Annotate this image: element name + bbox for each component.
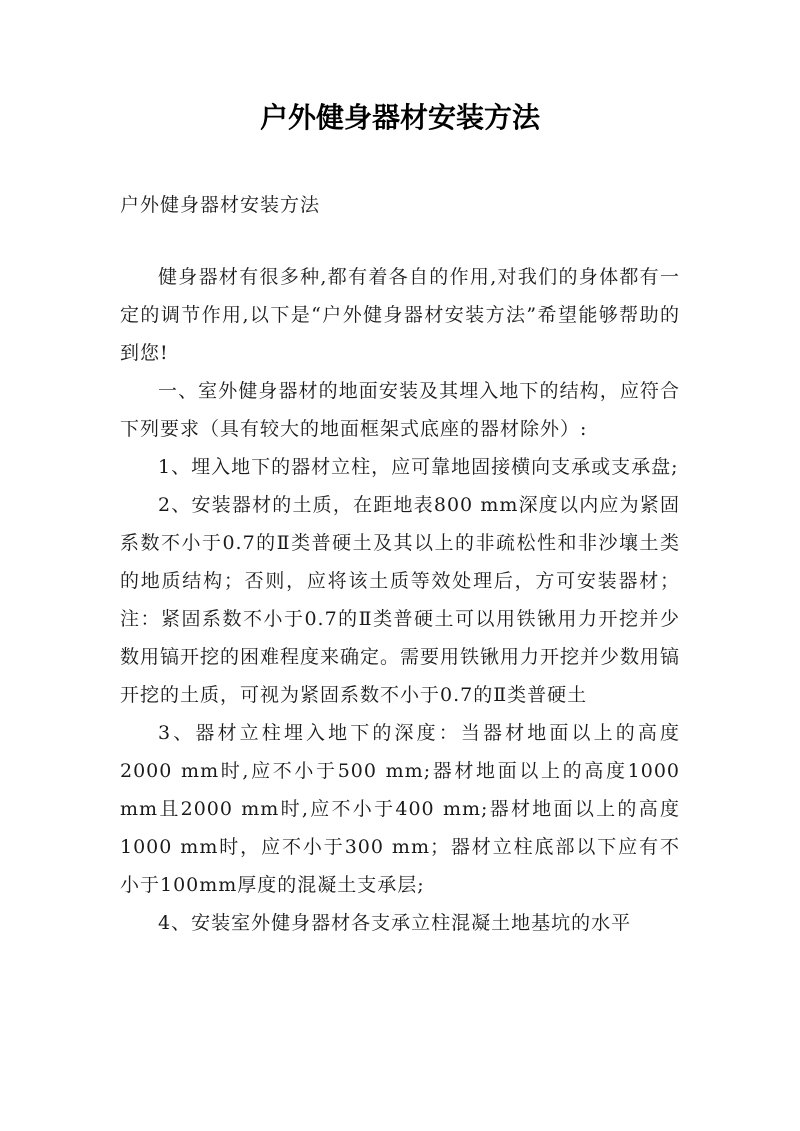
document-body <box>120 258 680 942</box>
document-subtitle: 户外健身器材安装方法 <box>120 194 321 216</box>
paragraph-item-4: 4、安装室外健身器材各支承立柱混凝土地基坑的水平 <box>158 912 632 934</box>
paragraph-item-2: 2、安装器材的土质，在距地表800 mm深度以内应为紧固系数不小于0.7的Ⅱ类普硬土及其以上的非疏松性和非沙壤土类的地质结构；否则，应将该土质等效处理后，方可安装器材； 注：紧固系数不小于0.7的Ⅱ类普硬土可以用铁锹用力开挖并少数用镐开挖的困难程度来确定。需要用铁锹用力开挖并少数用镐开挖的土质，可视为紧固系数不小于0.7的Ⅱ类普硬土 <box>120 494 681 706</box>
paragraph-section-one: 一、室外健身器材的地面安装及其埋入地下的结构，应符合下列要求（具有较大的地面框架式底座的器材除外）: <box>120 380 680 440</box>
paragraph-item-1: 1、埋入地下的器材立柱，应可靠地固接横向支承或支承盘; <box>158 456 679 478</box>
paragraph-intro: 健身器材有很多种,都有着各自的作用,对我们的身体都有一定的调节作用,以下是“户外健身器材安装方法”希望能够帮助的到您! <box>120 266 680 364</box>
paragraph-item-3: 3、器材立柱埋入地下的深度：当器材地面以上的高度2000 mm时,应不小于500 mm;器材地面以上的高度1000 mm且2000 mm时,应不小于400 mm;器材地面以上的高度1000 mm时，应不小于300 mm；器材立柱底部以下应有不小于100mm厚度的混凝土支承层; <box>120 722 680 896</box>
document-title: 户外健身器材安装方法 <box>259 101 540 134</box>
